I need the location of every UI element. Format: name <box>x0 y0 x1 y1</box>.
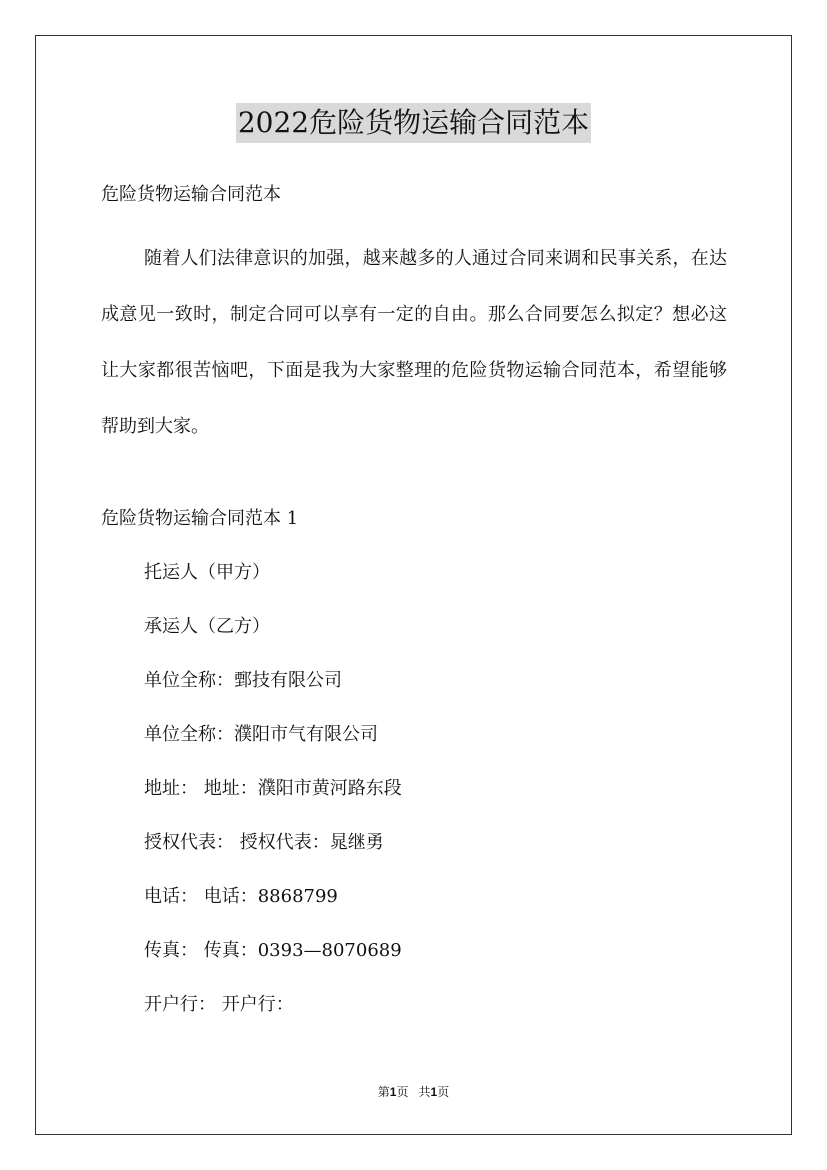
document-title <box>0 102 827 143</box>
footer-page-prefix: 第 <box>377 1085 390 1099</box>
field-address: 地址： 地址：濮阳市黄河路东段 <box>144 778 402 799</box>
field-shipper-company: 单位全称：鄄技有限公司 <box>144 670 342 691</box>
field-phone: 电话： 电话：8868799 <box>144 886 338 907</box>
document-title-text: 2022危险货物运输合同范本 <box>236 103 591 143</box>
intro-paragraph: 随着人们法律意识的加强，越来越多的人通过合同来调和民事关系，在达成意见一致时，制定合同可以享有一定的自由。那么合同要怎么拟定？想必这让大家都很苦恼吧，下面是我为大家整理的危险货物运输合同范本，希望能够帮助到大家。 <box>101 248 727 437</box>
footer-total-prefix: 共 <box>418 1085 431 1099</box>
footer-total-suffix: 页 <box>437 1085 450 1099</box>
footer-page-number: 1 <box>389 1085 397 1099</box>
footer-total-pages: 1 <box>430 1085 438 1099</box>
footer-page-suffix: 页 <box>396 1085 409 1099</box>
field-shipper: 托运人（甲方） <box>144 562 270 583</box>
field-carrier: 承运人（乙方） <box>144 616 270 637</box>
field-fax: 传真： 传真：0393—8070689 <box>144 940 402 961</box>
field-bank: 开户行： 开户行： <box>144 994 294 1015</box>
field-carrier-company: 单位全称：濮阳市气有限公司 <box>144 724 378 745</box>
document-subtitle: 危险货物运输合同范本 <box>101 184 281 205</box>
page-footer <box>0 1084 827 1100</box>
section-heading: 危险货物运输合同范本 1 <box>101 508 299 529</box>
field-representative: 授权代表： 授权代表：晁继勇 <box>144 832 384 853</box>
